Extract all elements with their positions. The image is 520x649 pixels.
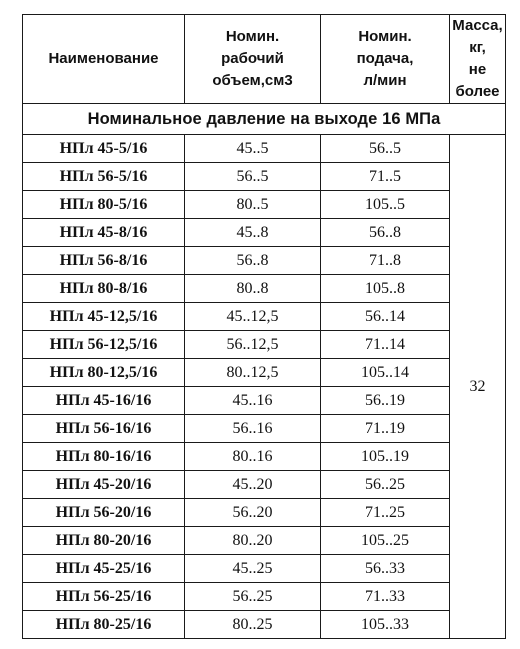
row-flow: 71..33 <box>321 583 450 611</box>
row-volume: 56..8 <box>185 247 321 275</box>
row-flow: 56..14 <box>321 303 450 331</box>
row-flow: 56..19 <box>321 387 450 415</box>
row-flow: 71..19 <box>321 415 450 443</box>
row-volume: 56..25 <box>185 583 321 611</box>
section-row <box>23 104 506 135</box>
table-row <box>23 331 506 359</box>
table-row <box>23 527 506 555</box>
row-flow: 71..5 <box>321 163 450 191</box>
row-name: НПл 80-5/16 <box>23 191 185 219</box>
table-row <box>23 387 506 415</box>
header-flow: Номин. подача, л/мин <box>321 15 450 104</box>
header-mass: Масса, кг, не более <box>450 15 506 104</box>
row-name: НПл 56-5/16 <box>23 163 185 191</box>
table-row <box>23 555 506 583</box>
row-volume: 56..12,5 <box>185 331 321 359</box>
table-row <box>23 499 506 527</box>
row-volume: 80..12,5 <box>185 359 321 387</box>
spec-table-container <box>22 14 505 639</box>
row-flow: 105..33 <box>321 611 450 639</box>
row-volume: 80..16 <box>185 443 321 471</box>
row-flow: 56..33 <box>321 555 450 583</box>
row-volume: 80..8 <box>185 275 321 303</box>
row-flow: 105..5 <box>321 191 450 219</box>
row-name: НПл 45-25/16 <box>23 555 185 583</box>
row-volume: 56..20 <box>185 499 321 527</box>
table-row <box>23 275 506 303</box>
table-row <box>23 415 506 443</box>
header-name: Наименование <box>23 15 185 104</box>
row-name: НПл 56-8/16 <box>23 247 185 275</box>
row-name: НПл 56-25/16 <box>23 583 185 611</box>
row-volume: 56..16 <box>185 415 321 443</box>
row-name: НПл 45-20/16 <box>23 471 185 499</box>
row-volume: 80..5 <box>185 191 321 219</box>
table-row <box>23 359 506 387</box>
row-flow: 71..14 <box>321 331 450 359</box>
section-title: Номинальное давление на выходе 16 МПа <box>23 104 506 135</box>
row-flow: 105..19 <box>321 443 450 471</box>
table-row <box>23 247 506 275</box>
row-name: НПл 45-12,5/16 <box>23 303 185 331</box>
row-volume: 45..8 <box>185 219 321 247</box>
row-name: НПл 45-5/16 <box>23 135 185 163</box>
row-volume: 45..25 <box>185 555 321 583</box>
table-row <box>23 583 506 611</box>
row-volume: 56..5 <box>185 163 321 191</box>
row-flow: 71..25 <box>321 499 450 527</box>
row-flow: 71..8 <box>321 247 450 275</box>
row-flow: 56..8 <box>321 219 450 247</box>
spec-table <box>22 14 506 639</box>
row-flow: 105..25 <box>321 527 450 555</box>
row-volume: 45..16 <box>185 387 321 415</box>
row-name: НПл 56-20/16 <box>23 499 185 527</box>
table-row <box>23 191 506 219</box>
row-flow: 105..14 <box>321 359 450 387</box>
row-volume: 45..5 <box>185 135 321 163</box>
table-row <box>23 471 506 499</box>
table-row <box>23 303 506 331</box>
row-name: НПл 80-20/16 <box>23 527 185 555</box>
mass-cell: 32 <box>450 135 506 639</box>
row-name: НПл 56-16/16 <box>23 415 185 443</box>
table-row <box>23 443 506 471</box>
row-flow: 56..5 <box>321 135 450 163</box>
row-volume: 45..20 <box>185 471 321 499</box>
row-volume: 45..12,5 <box>185 303 321 331</box>
header-volume: Номин. рабочий объем,см3 <box>185 15 321 104</box>
row-name: НПл 80-8/16 <box>23 275 185 303</box>
header-row <box>23 15 506 104</box>
table-row <box>23 611 506 639</box>
table-row <box>23 219 506 247</box>
row-flow: 56..25 <box>321 471 450 499</box>
row-volume: 80..20 <box>185 527 321 555</box>
row-name: НПл 56-12,5/16 <box>23 331 185 359</box>
table-row <box>23 163 506 191</box>
row-name: НПл 80-16/16 <box>23 443 185 471</box>
row-name: НПл 80-25/16 <box>23 611 185 639</box>
table-row <box>23 135 506 163</box>
row-volume: 80..25 <box>185 611 321 639</box>
row-name: НПл 45-8/16 <box>23 219 185 247</box>
row-name: НПл 45-16/16 <box>23 387 185 415</box>
row-flow: 105..8 <box>321 275 450 303</box>
row-name: НПл 80-12,5/16 <box>23 359 185 387</box>
